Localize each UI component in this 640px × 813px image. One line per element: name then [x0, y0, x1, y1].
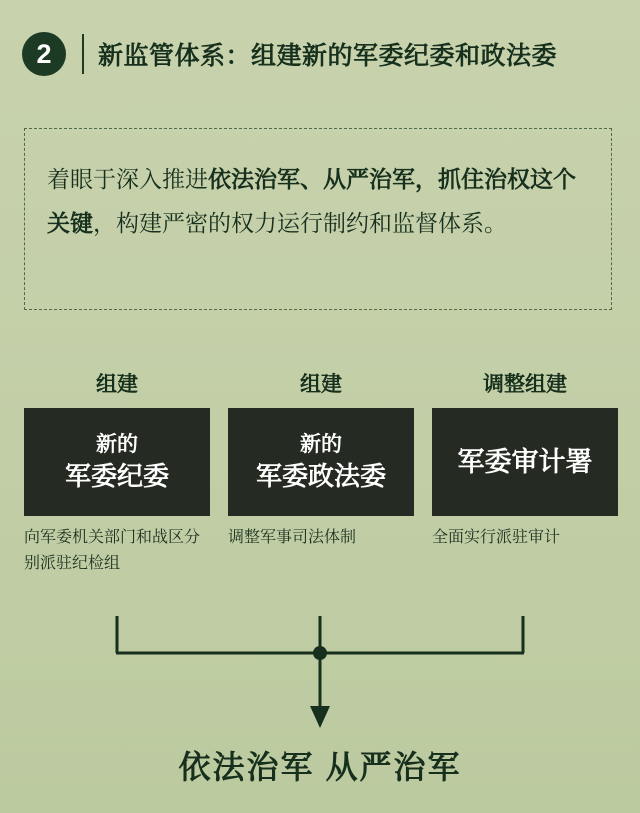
card-line-2: 军委纪委	[64, 461, 169, 491]
measure-card	[24, 408, 210, 516]
column-caption: 组建	[300, 373, 342, 396]
intro-paragraph	[47, 157, 593, 245]
connector-diagram	[0, 596, 640, 746]
measure-column-2	[228, 368, 414, 577]
measure-card	[432, 408, 618, 516]
conclusion-text: 依法治军 从严治军	[178, 749, 462, 785]
intro-segment-3: 抓住治权这个关键	[47, 166, 576, 236]
card-line-2: 军委审计署	[457, 447, 593, 477]
column-note: 向军委机关部门和战区分别派驻纪检组	[24, 529, 201, 572]
measures-columns	[24, 368, 616, 577]
card-line-1: 新的	[300, 433, 342, 456]
column-note: 调整军事司法体制	[228, 529, 357, 546]
column-note: 全面实行派驻审计	[432, 529, 561, 546]
flow-connector	[0, 596, 640, 746]
measure-column-3	[432, 368, 618, 577]
section-header	[22, 28, 618, 80]
intro-callout-box	[24, 128, 612, 310]
header-divider	[82, 34, 84, 74]
measure-card	[228, 408, 414, 516]
column-caption: 组建	[96, 373, 138, 396]
intro-segment-1: 着眼于深入推进	[47, 166, 208, 192]
column-caption: 调整组建	[483, 373, 567, 396]
card-line-2: 军委政法委	[255, 461, 386, 491]
card-line-1: 新的	[96, 433, 138, 456]
intro-segment-2: 依法治军、从严治军，	[208, 166, 438, 192]
intro-segment-4: ，构建严密的权力运行制约和监督体系。	[93, 210, 507, 236]
measure-column-1	[24, 368, 210, 577]
section-number-badge: 2	[22, 32, 66, 76]
arrow-head-icon	[310, 706, 330, 728]
page-title: 新监管体系：组建新的军委纪委和政法委	[98, 42, 558, 70]
